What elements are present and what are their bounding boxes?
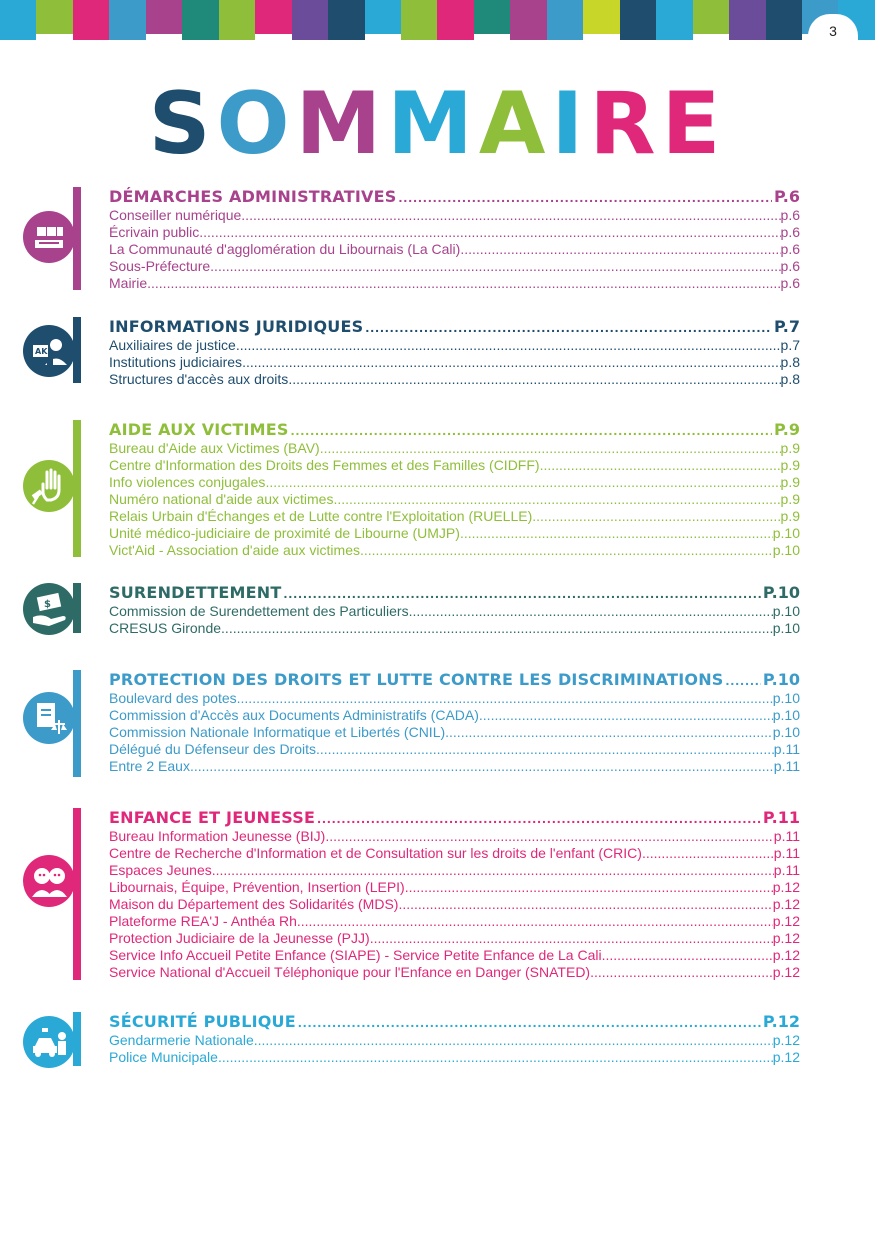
section-content	[109, 583, 800, 637]
toc-entry-page: p.6	[780, 207, 800, 223]
toc-entry-page: p.10	[772, 620, 800, 636]
police-icon	[23, 1016, 75, 1068]
band-segment	[437, 0, 473, 40]
band-segment	[620, 0, 656, 40]
title-letter: I	[551, 74, 590, 174]
dot-leader	[218, 1049, 773, 1066]
svg-text:AK: AK	[35, 347, 48, 356]
toc-entry[interactable]	[109, 474, 800, 491]
title-letter: M	[387, 74, 479, 174]
toc-entry-page: p.11	[773, 862, 800, 878]
toc-entry-label: Espaces Jeunes	[109, 862, 212, 878]
toc-entry-page: p.7	[780, 337, 800, 353]
band-segment	[365, 0, 401, 34]
toc-entry-page: p.6	[780, 275, 800, 291]
toc-entry[interactable]	[109, 896, 800, 913]
band-segment	[36, 0, 72, 34]
toc-entry-page: p.10	[772, 724, 800, 740]
toc-entry[interactable]	[109, 707, 800, 724]
toc-entry[interactable]	[109, 879, 800, 896]
toc-entry-page: p.12	[772, 1032, 800, 1048]
section-content	[109, 187, 800, 292]
toc-entry-label: Mairie	[109, 275, 148, 291]
band-segment	[766, 0, 802, 40]
band-segment	[73, 0, 109, 40]
toc-entry-label: Service Info Accueil Petite Enfance (SIAPE) - Service Petite Enfance de La Cali	[109, 947, 602, 963]
toc-entry-page: p.9	[780, 508, 800, 524]
toc-entry[interactable]	[109, 862, 800, 879]
dot-leader	[405, 879, 773, 896]
money-hand-icon	[23, 583, 75, 635]
toc-entry[interactable]	[109, 440, 800, 457]
dot-leader	[370, 930, 773, 947]
toc-entry-label: Entre 2 Eaux	[109, 758, 190, 774]
title-letter: R	[589, 74, 662, 174]
toc-entry-label: La Communauté d'agglomération du Libournais (La Cali)	[109, 241, 461, 257]
dot-leader	[241, 207, 780, 224]
section-page-number: P.12	[762, 1012, 800, 1031]
toc-entry[interactable]	[109, 542, 800, 559]
dot-leader	[291, 420, 772, 440]
toc-entry[interactable]	[109, 690, 800, 707]
dot-leader	[237, 690, 773, 707]
toc-section	[0, 187, 875, 290]
toc-entry[interactable]	[109, 603, 800, 620]
hand-gavel-icon	[23, 460, 75, 512]
toc-entry[interactable]	[109, 337, 800, 354]
band-segment	[583, 0, 619, 34]
dot-leader	[242, 354, 780, 371]
toc-entry-page: p.11	[773, 845, 800, 861]
band-segment	[656, 0, 692, 40]
section-content	[109, 420, 800, 559]
band-segment	[328, 0, 364, 40]
dot-leader	[236, 337, 781, 354]
toc-entry-page: p.6	[780, 241, 800, 257]
toc-entry-label: Commission d'Accès aux Documents Administratifs (CADA)	[109, 707, 479, 723]
toc-entry-label: Institutions judiciaires	[109, 354, 243, 370]
toc-entry-label: Gendarmerie Nationale	[109, 1032, 254, 1048]
title-letter: A	[478, 74, 552, 174]
toc-entry[interactable]	[109, 525, 800, 542]
toc-entry-page: p.10	[772, 525, 800, 541]
dot-leader	[409, 603, 773, 620]
toc-entry[interactable]	[109, 258, 800, 275]
dot-leader	[199, 224, 780, 241]
toc-entry-label: Police Municipale	[109, 1049, 218, 1065]
section-heading[interactable]	[109, 808, 800, 828]
toc-entry[interactable]	[109, 828, 800, 845]
toc-entry-label: Numéro national d'aide aux victimes	[109, 491, 334, 507]
section-heading-title: INFORMATIONS JURIDIQUES	[109, 317, 364, 336]
toc-entry-page: p.9	[780, 491, 800, 507]
section-heading[interactable]	[109, 583, 800, 603]
toc-section	[0, 583, 875, 636]
toc-entry-page: p.12	[772, 947, 800, 963]
toc-entry-page: p.12	[772, 930, 800, 946]
toc-entry[interactable]	[109, 1049, 800, 1066]
section-heading-title: AIDE AUX VICTIMES	[109, 420, 289, 439]
toc-entry-page: p.10	[772, 542, 800, 558]
toc-entry[interactable]	[109, 224, 800, 241]
section-heading-title: PROTECTION DES DROITS ET LUTTE CONTRE LES DISCRIMINATIONS	[109, 670, 724, 689]
toc-entry-label: Protection Judiciaire de la Jeunesse (PJJ)	[109, 930, 370, 946]
toc-entry-page: p.8	[780, 354, 800, 370]
band-segment	[219, 0, 255, 40]
toc-entry-page: p.10	[772, 690, 800, 706]
section-heading[interactable]	[109, 187, 800, 207]
dot-leader	[333, 491, 780, 508]
section-page-number: P.9	[774, 420, 800, 439]
toc-entry-label: Structures d'accès aux droits	[109, 371, 289, 387]
toc-entry-label: Centre de Recherche d'Information et de Consultation sur les droits de l'enfant (CRIC)	[109, 845, 642, 861]
dot-leader	[479, 707, 773, 724]
toc-entry[interactable]	[109, 741, 800, 758]
toc-entry-label: Plateforme REA'J - Anthéa Rh	[109, 913, 297, 929]
section-page-number: P.10	[762, 583, 800, 602]
toc-entry-page: p.11	[773, 828, 800, 844]
section-page-number: P.7	[774, 317, 800, 336]
dot-leader	[602, 947, 773, 964]
dot-leader	[265, 474, 780, 491]
section-content	[109, 1012, 800, 1066]
toc-entry-page: p.9	[780, 474, 800, 490]
dot-leader	[297, 913, 773, 930]
toc-entry-label: Bureau d'Aide aux Victimes (BAV)	[109, 440, 320, 456]
toc-entry-page: p.11	[773, 741, 800, 757]
dot-leader	[590, 964, 773, 981]
toc-entry[interactable]	[109, 964, 800, 981]
toc-entry[interactable]	[109, 275, 800, 292]
toc-entry[interactable]	[109, 758, 800, 775]
toc-entry[interactable]	[109, 913, 800, 930]
section-heading[interactable]	[109, 420, 800, 440]
toc-entry-label: Maison du Département des Solidarités (MDS)	[109, 896, 399, 912]
band-segment	[474, 0, 510, 34]
page-number: 3	[808, 14, 858, 48]
toc-entry-label: CRESUS Gironde	[109, 620, 222, 636]
toc-entry[interactable]	[109, 724, 800, 741]
dot-leader	[298, 1012, 761, 1032]
section-heading[interactable]	[109, 317, 800, 337]
dot-leader	[190, 758, 774, 775]
band-segment	[729, 0, 765, 40]
dot-leader	[445, 724, 773, 741]
section-content	[109, 670, 800, 775]
dot-leader	[642, 845, 774, 862]
toc-entry-label: Commission de Surendettement des Particuliers	[109, 603, 409, 619]
toc-entry-label: Vict'Aid - Association d'aide aux victimes	[109, 542, 360, 558]
toc-entry[interactable]	[109, 620, 800, 637]
section-heading-title: DÉMARCHES ADMINISTRATIVES	[109, 187, 397, 206]
dot-leader	[325, 828, 773, 845]
toc-entry-label: Commission Nationale Informatique et Libertés (CNIL)	[109, 724, 446, 740]
toc-entry-page: p.9	[780, 440, 800, 456]
title-letter: S	[148, 74, 217, 174]
toc-entry-label: Délégué du Défenseur des Droits	[109, 741, 317, 757]
toc-entry[interactable]	[109, 207, 800, 224]
toc-entry-page: p.12	[772, 879, 800, 895]
toc-entry-label: Relais Urbain d'Échanges et de Lutte contre l'Exploitation (RUELLE)	[109, 508, 533, 524]
toc-entry[interactable]	[109, 371, 800, 388]
band-segment	[401, 0, 437, 40]
toc-entry-page: p.9	[780, 457, 800, 473]
dot-leader	[460, 525, 773, 542]
toc-entry[interactable]	[109, 1032, 800, 1049]
toc-entry-label: Centre d'Information des Droits des Femmes et des Familles (CIDFF)	[109, 457, 540, 473]
section-content	[109, 317, 800, 388]
dot-leader	[726, 670, 761, 690]
toc-entry-page: p.12	[772, 1049, 800, 1065]
toc-section	[0, 317, 875, 387]
band-segment	[0, 0, 36, 40]
toc-entry-label: Service National d'Accueil Téléphonique pour l'Enfance en Danger (SNATED)	[109, 964, 591, 980]
toc-entry[interactable]	[109, 508, 800, 525]
dot-leader	[360, 542, 773, 559]
toc-entry-label: Conseiller numérique	[109, 207, 242, 223]
band-segment	[182, 0, 218, 40]
toc-entry-label: Info violences conjugales	[109, 474, 266, 490]
toc-entry-page: p.6	[780, 258, 800, 274]
toc-entry-label: Auxiliaires de justice	[109, 337, 236, 353]
band-segment	[292, 0, 328, 40]
toc-entry-label: Libournais, Équipe, Prévention, Insertion (LEPI)	[109, 879, 405, 895]
toc-entry-label: Bureau Information Jeunesse (BIJ)	[109, 828, 326, 844]
toc-entry[interactable]	[109, 930, 800, 947]
dot-leader	[320, 440, 781, 457]
title-letter: O	[216, 74, 296, 174]
dot-leader	[210, 258, 780, 275]
toc-entry-page: p.10	[772, 707, 800, 723]
toc-entry-page: p.12	[772, 896, 800, 912]
title-letter: E	[661, 74, 727, 174]
document-scales-icon	[23, 692, 75, 744]
toc-entry-page: p.8	[780, 371, 800, 387]
toc-entry-page: p.11	[773, 758, 800, 774]
top-color-band	[0, 0, 875, 40]
dot-leader	[398, 896, 772, 913]
section-heading[interactable]	[109, 670, 800, 690]
dot-leader	[316, 741, 774, 758]
toc-entry-label: Boulevard des potes	[109, 690, 237, 706]
toc-entry[interactable]	[109, 845, 800, 862]
toc-entry-page: p.6	[780, 224, 800, 240]
dot-leader	[221, 620, 773, 637]
children-icon	[23, 855, 75, 907]
dot-leader	[365, 317, 772, 337]
toc-entry-label: Écrivain public	[109, 224, 200, 240]
toc-entry[interactable]	[109, 947, 800, 964]
toc-section	[0, 1012, 875, 1066]
dot-leader	[460, 241, 780, 258]
toc-entry-page: p.12	[772, 913, 800, 929]
toc-entry-label: Sous-Préfecture	[109, 258, 211, 274]
toc-entry-page: p.12	[772, 964, 800, 980]
documents-icon	[23, 211, 75, 263]
band-segment	[255, 0, 291, 34]
dot-leader	[212, 862, 774, 879]
dot-leader	[398, 187, 772, 207]
dot-leader	[532, 508, 780, 525]
section-heading-title: ENFANCE ET JEUNESSE	[109, 808, 316, 827]
toc-entry[interactable]	[109, 241, 800, 258]
dot-leader	[317, 808, 761, 828]
toc-entry-page: p.10	[772, 603, 800, 619]
svg-text:$: $	[44, 599, 51, 610]
section-page-number: P.11	[762, 808, 800, 827]
toc-section	[0, 670, 875, 777]
lawyer-icon	[23, 325, 75, 377]
dot-leader	[254, 1032, 773, 1049]
toc-entry-label: Unité médico-judiciaire de proximité de Libourne (UMJP)	[109, 525, 460, 541]
section-page-number: P.6	[774, 187, 800, 206]
section-heading[interactable]	[109, 1012, 800, 1032]
band-segment	[109, 0, 145, 40]
band-segment	[693, 0, 729, 34]
dot-leader	[540, 457, 781, 474]
page-title	[0, 76, 875, 172]
section-heading-title: SÉCURITÉ PUBLIQUE	[109, 1012, 296, 1031]
toc-section	[0, 808, 875, 980]
band-segment	[510, 0, 546, 40]
title-letter: M	[295, 74, 388, 174]
section-heading-title: SURENDETTEMENT	[109, 583, 282, 602]
toc-entry[interactable]	[109, 457, 800, 474]
band-segment	[146, 0, 182, 34]
toc-section	[0, 420, 875, 557]
dot-leader	[288, 371, 780, 388]
dot-leader	[283, 583, 760, 603]
toc-entry[interactable]	[109, 491, 800, 508]
section-content	[109, 808, 800, 981]
band-segment	[547, 0, 583, 40]
toc-entry[interactable]	[109, 354, 800, 371]
section-page-number: P.10	[762, 670, 800, 689]
dot-leader	[147, 275, 780, 292]
